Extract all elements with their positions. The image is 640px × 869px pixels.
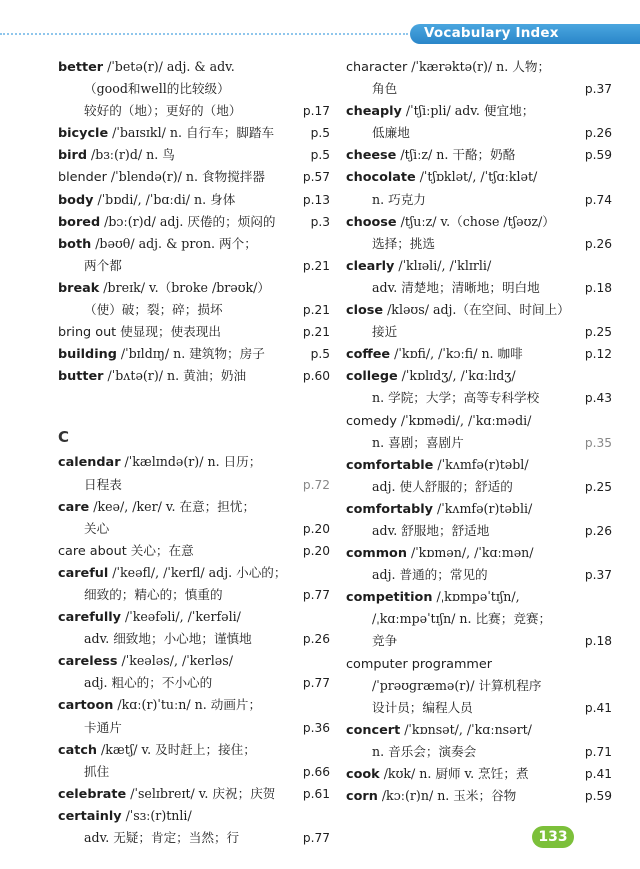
headword: bring out	[58, 325, 117, 341]
vocab-entry	[346, 454, 612, 476]
page-reference: p.5	[310, 148, 330, 163]
vocab-entry	[346, 719, 612, 741]
vocab-entry	[58, 451, 330, 473]
entry-continuation	[346, 78, 612, 100]
page-reference: p.66	[302, 764, 330, 779]
definition: adj. 使人舒服的；舒适的	[372, 478, 513, 494]
page-reference: p.12	[584, 347, 612, 362]
headword: blender	[58, 170, 107, 186]
vocab-entry	[58, 144, 330, 166]
definition: 卡通片	[84, 719, 122, 735]
definition: 两个都	[84, 257, 122, 273]
headword: careful	[58, 565, 109, 581]
page-reference: p.37	[584, 82, 612, 97]
entry-continuation	[346, 387, 612, 409]
page-reference: p.21	[302, 325, 330, 340]
definition: /ˈklɪəli/, /ˈklɪrli/	[394, 257, 492, 273]
page-reference: p.18	[584, 280, 612, 295]
entry-continuation	[58, 78, 330, 100]
vocab-entry	[346, 410, 612, 432]
definition: 竞争	[372, 633, 398, 649]
definition: /ˈbɪldɪŋ/ n. 建筑物；房子	[116, 346, 265, 362]
entry-continuation	[346, 675, 612, 697]
headword: cartoon	[58, 698, 114, 714]
page-reference: p.37	[584, 568, 612, 583]
entry-continuation	[346, 189, 612, 211]
vocab-entry	[58, 739, 330, 761]
entry-continuation	[346, 630, 612, 652]
headword: comfortably	[346, 501, 434, 517]
entry-continuation	[58, 717, 330, 739]
vocab-entry	[58, 321, 330, 343]
vocab-entry	[58, 166, 330, 188]
entry-continuation	[346, 277, 612, 299]
entry-continuation	[346, 432, 612, 454]
page-reference: p.13	[302, 192, 330, 207]
definition: /ˈkeələs/, /ˈkerləs/	[117, 653, 233, 669]
definition: n. 学院；大学；高等专科学校	[372, 390, 540, 406]
page-reference: p.41	[584, 767, 612, 781]
definition: 日程表	[84, 476, 122, 492]
entry-continuation	[58, 474, 330, 496]
headword: cheaply	[346, 104, 402, 120]
definition: /kɑː(r)ˈtuːn/ n. 动画片；	[113, 697, 262, 713]
definition: /tʃiːz/ n. 干酪；奶酪	[396, 147, 516, 163]
definition: /ˈblendə(r)/ n. 食物搅拌器	[106, 169, 265, 185]
vocab-entry	[58, 211, 330, 233]
page-reference: p.77	[302, 587, 330, 602]
headword: bicycle	[58, 126, 109, 142]
definition: /kləʊs/ adj.（在空间、时间上）	[383, 302, 570, 318]
headword: certainly	[58, 808, 122, 824]
page-reference: p.61	[302, 786, 330, 801]
vocab-entry	[58, 562, 330, 584]
vocab-entry	[346, 343, 612, 365]
headword: care about	[58, 543, 127, 559]
headword: competition	[346, 590, 433, 606]
headword: comfortable	[346, 457, 434, 473]
definition: n. 喜剧；喜剧片	[372, 434, 464, 450]
vocab-entry	[58, 365, 330, 387]
vocab-entry	[58, 650, 330, 672]
headword: catch	[58, 742, 98, 758]
page-reference: p.72	[302, 477, 330, 492]
entry-continuation	[58, 518, 330, 540]
entry-continuation	[58, 761, 330, 783]
definition: /ˈbɒdi/, /ˈbɑːdi/ n. 身体	[93, 191, 236, 207]
headword: calendar	[58, 455, 121, 471]
headword: college	[346, 369, 398, 385]
entry-continuation	[346, 564, 612, 586]
vocab-entry	[58, 783, 330, 805]
page-reference: p.18	[584, 634, 612, 649]
vocab-entry	[346, 255, 612, 277]
definition: /kʊk/ n. 厨师 v. 烹饪；煮	[379, 766, 529, 781]
definition: （good和well的比较级）	[84, 81, 230, 97]
page-reference: p.43	[584, 391, 612, 406]
headword: choose	[346, 214, 397, 230]
definition: adj. 普通的；常见的	[372, 567, 488, 583]
vocab-entry	[58, 805, 330, 827]
definition: adv. 无疑；肯定；当然；行	[84, 830, 240, 845]
definition: adv. 舒服地；舒适地	[372, 522, 490, 538]
headword: chocolate	[346, 170, 416, 186]
page-reference: p.21	[302, 258, 330, 273]
definition: /ˈselɪbreɪt/ v. 庆祝；庆贺	[126, 785, 276, 801]
definition: /kɔː(r)n/ n. 玉米；谷物	[377, 788, 517, 804]
headword: better	[58, 60, 104, 75]
entry-continuation	[346, 476, 612, 498]
headword: comedy	[346, 413, 397, 429]
entry-continuation	[346, 122, 612, 144]
entry-continuation	[346, 321, 612, 343]
vocab-entry	[346, 542, 612, 564]
definition: 设计员；编程人员	[372, 699, 473, 715]
vocab-entry	[346, 56, 612, 78]
page-reference: p.36	[302, 720, 330, 735]
headword: body	[58, 192, 94, 208]
vocab-entry	[346, 166, 612, 188]
vocab-entry	[346, 211, 612, 233]
page-reference: p.25	[584, 479, 612, 494]
vocab-entry	[346, 498, 612, 520]
page-reference: p.77	[302, 676, 330, 691]
entry-continuation	[346, 233, 612, 255]
headword: corn	[346, 789, 378, 805]
definition: adj. 粗心的；不小心的	[84, 675, 213, 691]
definition: /ˈkɒfi/, /ˈkɔːfi/ n. 咖啡	[390, 346, 523, 362]
definition: /breɪk/ v.（broke /brəʊk/）	[99, 279, 271, 295]
headword: computer programmer	[346, 656, 493, 672]
headword: butter	[58, 369, 104, 385]
definition: 抓住	[84, 763, 110, 779]
vocab-entry	[346, 100, 612, 122]
definition: /ˈkeəfəli/, /ˈkerfəli/	[121, 609, 241, 625]
definition: /tʃuːz/ v.（chose /tʃəʊz/）	[396, 213, 555, 229]
vocab-entry	[58, 694, 330, 716]
definition: /ˈkærəktə(r)/ n. 人物；	[407, 59, 551, 74]
definition: 选择；挑选	[372, 235, 435, 251]
page-reference: p.5	[310, 126, 330, 141]
headword: building	[58, 347, 117, 363]
vocab-entry	[58, 122, 330, 144]
definition: 低廉地	[372, 125, 410, 141]
vocab-entry	[58, 189, 330, 211]
definition: /ˌkɒmpəˈtɪʃn/,	[432, 589, 520, 605]
left-column	[58, 56, 330, 849]
vocab-entry	[58, 496, 330, 518]
headword: clearly	[346, 258, 395, 274]
definition: /ˈsɜː(r)tnli/	[121, 807, 192, 823]
definition: /ˈkɒnsət/, /ˈkɑːnsərt/	[400, 721, 532, 737]
vocab-entry	[346, 144, 612, 166]
headword: bored	[58, 214, 101, 230]
headword: common	[346, 546, 407, 562]
definition: 细致的；精心的；慎重的	[84, 586, 223, 602]
definition: /ˈkeəfl/, /ˈkerfl/ adj. 小心的；	[108, 564, 287, 580]
right-column	[346, 56, 612, 807]
headword: break	[58, 280, 100, 296]
vocab-entry	[58, 56, 330, 78]
definition: /bɔː(r)d/ adj. 厌倦的；烦闷的	[100, 213, 276, 229]
definition: （使）破；裂；碎；损坏	[84, 302, 223, 318]
page-reference: p.26	[302, 632, 330, 647]
page-reference: p.59	[584, 789, 612, 804]
definition: 角色	[372, 81, 398, 97]
entry-continuation	[58, 827, 330, 849]
entry-continuation	[346, 520, 612, 542]
page-reference: p.21	[302, 303, 330, 318]
definition: /ˈprəʊɡræmə(r)/ 计算机程序	[372, 677, 542, 693]
vocab-entry	[58, 343, 330, 365]
definition: /ˈkʌmfə(r)təbl/	[433, 456, 529, 472]
page-reference: p.26	[584, 236, 612, 251]
page-reference: p.41	[584, 700, 612, 715]
entry-continuation	[58, 584, 330, 606]
definition: 关心	[84, 520, 110, 536]
page-reference: p.20	[302, 521, 330, 536]
headword: cheese	[346, 148, 397, 164]
page-reference: p.74	[584, 192, 612, 207]
page-reference: p.35	[584, 435, 612, 450]
definition: adv. 细致地；小心地；谨慎地	[84, 631, 252, 647]
vocab-entry	[58, 606, 330, 628]
definition: /ˈbʌtə(r)/ n. 黄油；奶油	[103, 368, 247, 384]
entry-continuation	[58, 255, 330, 277]
vocab-entry	[346, 586, 612, 608]
entry-continuation	[346, 697, 612, 719]
page-reference: p.17	[302, 104, 330, 119]
headword: carefully	[58, 610, 122, 626]
page-reference: p.59	[584, 148, 612, 163]
definition: adv. 清楚地；清晰地；明白地	[372, 279, 540, 295]
spacer	[58, 387, 330, 423]
definition: 关心；在意	[126, 542, 194, 558]
definition: /ˌkɑːmpəˈtɪʃn/ n. 比赛；竞赛；	[372, 611, 552, 627]
page-reference: p.57	[302, 170, 330, 185]
entry-continuation	[58, 299, 330, 321]
definition: 使显现；使表现出	[116, 324, 221, 340]
definition: /kætʃ/ v. 及时赶上；接住；	[97, 741, 256, 757]
entry-continuation	[58, 628, 330, 650]
headword: bird	[58, 148, 88, 164]
definition: /bɜː(r)d/ n. 鸟	[87, 147, 175, 163]
entry-continuation	[346, 608, 612, 630]
definition: /ˈkʌmfə(r)təbli/	[433, 500, 533, 516]
page-reference: p.3	[310, 214, 330, 229]
page-reference: p.20	[302, 543, 330, 558]
vocab-entry	[346, 763, 612, 785]
page-reference: p.71	[584, 744, 612, 759]
headword: concert	[346, 722, 401, 738]
headword: cook	[346, 767, 380, 782]
vocab-entry	[58, 540, 330, 562]
definition: /ˈkɒlɪdʒ/, /ˈkɑːlɪdʒ/	[397, 368, 516, 384]
entry-continuation	[58, 100, 330, 122]
page-reference: p.26	[584, 126, 612, 141]
vocab-entry	[346, 299, 612, 321]
definition: /ˈkælɪndə(r)/ n. 日历；	[120, 454, 262, 470]
definition: /ˈtʃiːpli/ adv. 便宜地；	[401, 103, 535, 119]
definition: 接近	[372, 324, 398, 340]
definition: /ˈkɒmən/, /ˈkɑːmən/	[406, 545, 534, 561]
section-letter: C	[58, 428, 70, 447]
header-dotted-rule	[0, 33, 408, 35]
page-reference: p.25	[584, 325, 612, 340]
page-number-badge: 133	[532, 826, 574, 848]
definition: n. 音乐会；演奏会	[372, 743, 477, 759]
headword: careless	[58, 654, 118, 670]
definition: /ˈbaɪsɪkl/ n. 自行车；脚踏车	[108, 125, 275, 141]
vocab-entry	[58, 233, 330, 255]
page-title: Vocabulary Index	[424, 25, 559, 41]
headword: close	[346, 303, 384, 319]
headword: coffee	[346, 347, 391, 363]
entry-continuation	[58, 672, 330, 694]
vocab-entry	[58, 277, 330, 299]
page-reference: p.26	[584, 523, 612, 538]
definition: /ˈkɒmədi/, /ˈkɑːmədi/	[396, 412, 532, 428]
definition: /bəʊθ/ adj. & pron. 两个；	[91, 235, 257, 251]
definition: /ˈbetə(r)/ adj. & adv.	[103, 59, 235, 74]
definition: /keə/, /ker/ v. 在意；担忧；	[89, 498, 256, 514]
page-reference: p.77	[302, 831, 330, 845]
vocab-entry	[346, 785, 612, 807]
headword: character	[346, 60, 408, 75]
headword: celebrate	[58, 786, 127, 802]
definition: /ˈtʃɒklət/, /ˈtʃɑːklət/	[415, 169, 538, 185]
page-reference: p.5	[310, 347, 330, 362]
definition: n. 巧克力	[372, 191, 426, 207]
headword: care	[58, 499, 90, 515]
vocab-entry	[346, 653, 612, 675]
headword: both	[58, 236, 92, 252]
definition: 较好的（地）；更好的（地）	[84, 103, 242, 119]
entry-continuation	[346, 741, 612, 763]
page-reference: p.60	[302, 369, 330, 384]
vocab-entry	[346, 365, 612, 387]
